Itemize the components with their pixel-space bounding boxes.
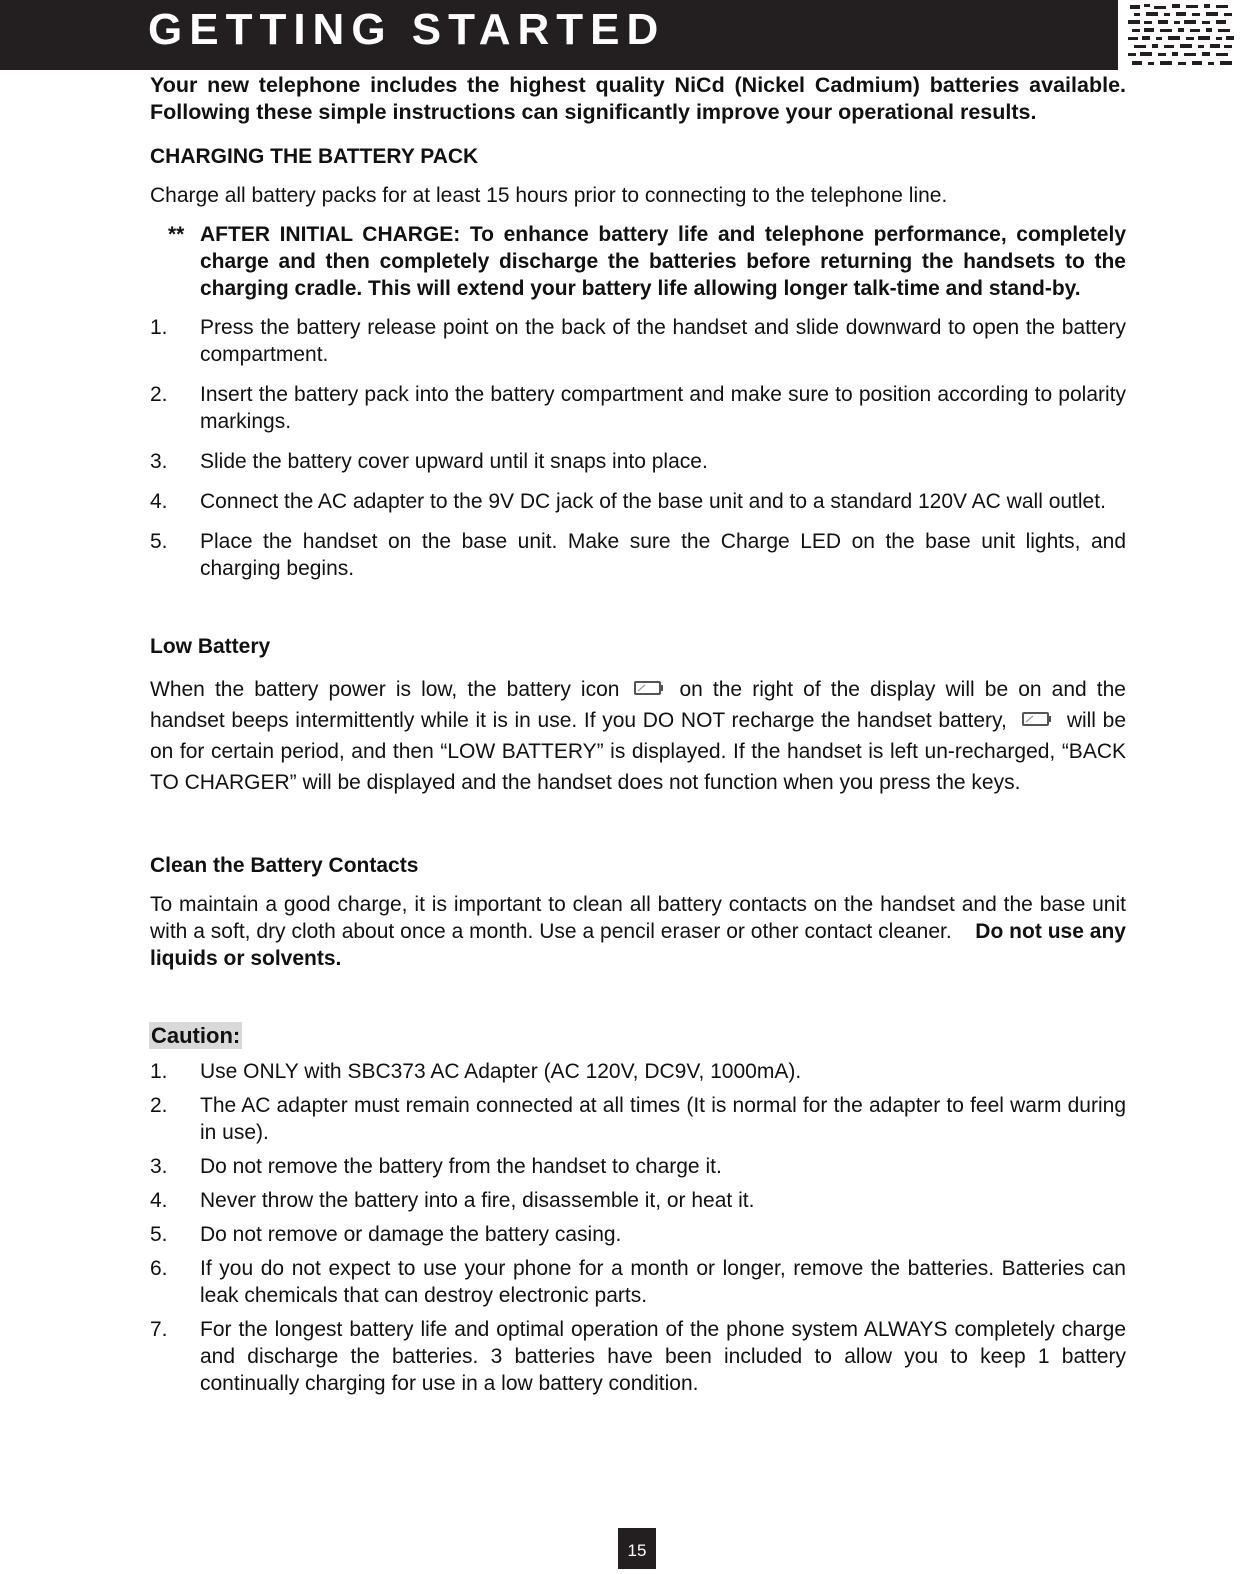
after-charge-note <box>150 221 1126 302</box>
list-item <box>150 1153 1126 1180</box>
list-item <box>150 1058 1126 1085</box>
list-item <box>150 488 1126 515</box>
list-text: Press the battery release point on the back of the handset and slide downward to open the battery compartment. <box>200 316 1126 366</box>
note-stars: ** <box>168 223 185 246</box>
page-title: GETTING STARTED <box>148 5 666 54</box>
list-text: Never throw the battery into a fire, disassemble it, or heat it. <box>200 1189 755 1212</box>
note-text: AFTER INITIAL CHARGE: To enhance battery life and telephone performance, completely charge and then completely discharge the batteries before returning the handsets to the charging cradle. This will extend your battery life allowing longer talk-time and stand-by. <box>200 223 1126 300</box>
clean-contacts-warning: Do not use any liquids or solvents. <box>150 920 1126 970</box>
battery-icon <box>1021 710 1053 728</box>
caution-heading-row <box>150 1022 1126 1050</box>
charging-paragraph: Charge all battery packs for at least 15 hours prior to connecting to the telephone line. <box>150 184 948 207</box>
low-battery-heading: Low Battery <box>150 635 271 658</box>
list-text: The AC adapter must remain connected at all times (It is normal for the adapter to feel warm during in use). <box>200 1094 1126 1144</box>
list-item <box>150 314 1126 368</box>
battery-icon <box>633 679 665 697</box>
charging-heading: CHARGING THE BATTERY PACK <box>150 145 479 168</box>
list-number: 4. <box>150 490 168 513</box>
list-item <box>150 1255 1126 1309</box>
list-number: 2. <box>150 383 168 406</box>
list-number: 4. <box>150 1189 168 1212</box>
low-battery-text-3: will be on for certain period, and then “LOW BATTERY” is displayed. If the handset is left un-recharged, “BACK TO CHARGER” will be displayed and the handset does not function when you press the keys. <box>150 709 1126 794</box>
list-number: 1. <box>150 316 168 339</box>
list-text: Place the handset on the base unit. Make sure the Charge LED on the base unit lights, and charging begins. <box>200 530 1126 580</box>
caution-list <box>150 1058 1126 1397</box>
page-number: 15 <box>618 1528 656 1569</box>
list-item <box>150 1316 1126 1397</box>
list-item <box>150 1092 1126 1146</box>
decorative-pattern-icon <box>1126 2 1238 70</box>
list-number: 5. <box>150 1223 168 1246</box>
low-battery-text-2: on the right of the display will be on and the handset beeps intermittently while it is in use. If you DO NOT recharge the handset battery, <box>150 678 1126 732</box>
list-number: 3. <box>150 1155 168 1178</box>
low-battery-text-1: When the battery power is low, the battery icon <box>150 678 620 701</box>
clean-contacts-text: To maintain a good charge, it is important to clean all battery contacts on the handset and the base unit with a soft, dry cloth about once a month. Use a pencil eraser or other contact cleaner. <box>150 893 1126 943</box>
low-battery-paragraph <box>150 674 1126 798</box>
caution-heading: Caution: <box>151 1023 241 1048</box>
list-number: 7. <box>150 1318 168 1341</box>
list-number: 3. <box>150 450 168 473</box>
list-text: Insert the battery pack into the battery compartment and make sure to position according to polarity markings. <box>200 383 1126 433</box>
list-text: For the longest battery life and optimal operation of the phone system ALWAYS completely charge and discharge the batteries. 3 batteries have been included to allow you to keep 1 battery continually charging for use in a low battery condition. <box>200 1318 1126 1395</box>
page-content <box>150 72 1126 1397</box>
intro-paragraph: Your new telephone includes the highest quality NiCd (Nickel Cadmium) batteries available. Following these simple instructions can significantly improve your operational results. <box>150 73 1126 124</box>
list-text: Do not remove or damage the battery casing. <box>200 1223 622 1246</box>
list-number: 1. <box>150 1060 168 1083</box>
list-number: 6. <box>150 1257 168 1280</box>
list-item <box>150 1187 1126 1214</box>
list-text: Use ONLY with SBC373 AC Adapter (AC 120V, DC9V, 1000mA). <box>200 1060 802 1083</box>
list-item <box>150 381 1126 435</box>
list-text: Do not remove the battery from the handset to charge it. <box>200 1155 722 1178</box>
clean-contacts-heading: Clean the Battery Contacts <box>150 854 419 877</box>
list-text: Connect the AC adapter to the 9V DC jack of the base unit and to a standard 120V AC wall outlet. <box>200 490 1106 513</box>
list-text: If you do not expect to use your phone for a month or longer, remove the batteries. Batteries can leak chemicals that can destroy electronic parts. <box>200 1257 1126 1307</box>
list-item <box>150 448 1126 475</box>
list-number: 5. <box>150 530 168 553</box>
list-text: Slide the battery cover upward until it snaps into place. <box>200 450 708 473</box>
clean-contacts-paragraph <box>150 891 1126 972</box>
list-item <box>150 528 1126 582</box>
charging-steps-list <box>150 314 1126 582</box>
list-item <box>150 1221 1126 1248</box>
list-number: 2. <box>150 1094 168 1117</box>
